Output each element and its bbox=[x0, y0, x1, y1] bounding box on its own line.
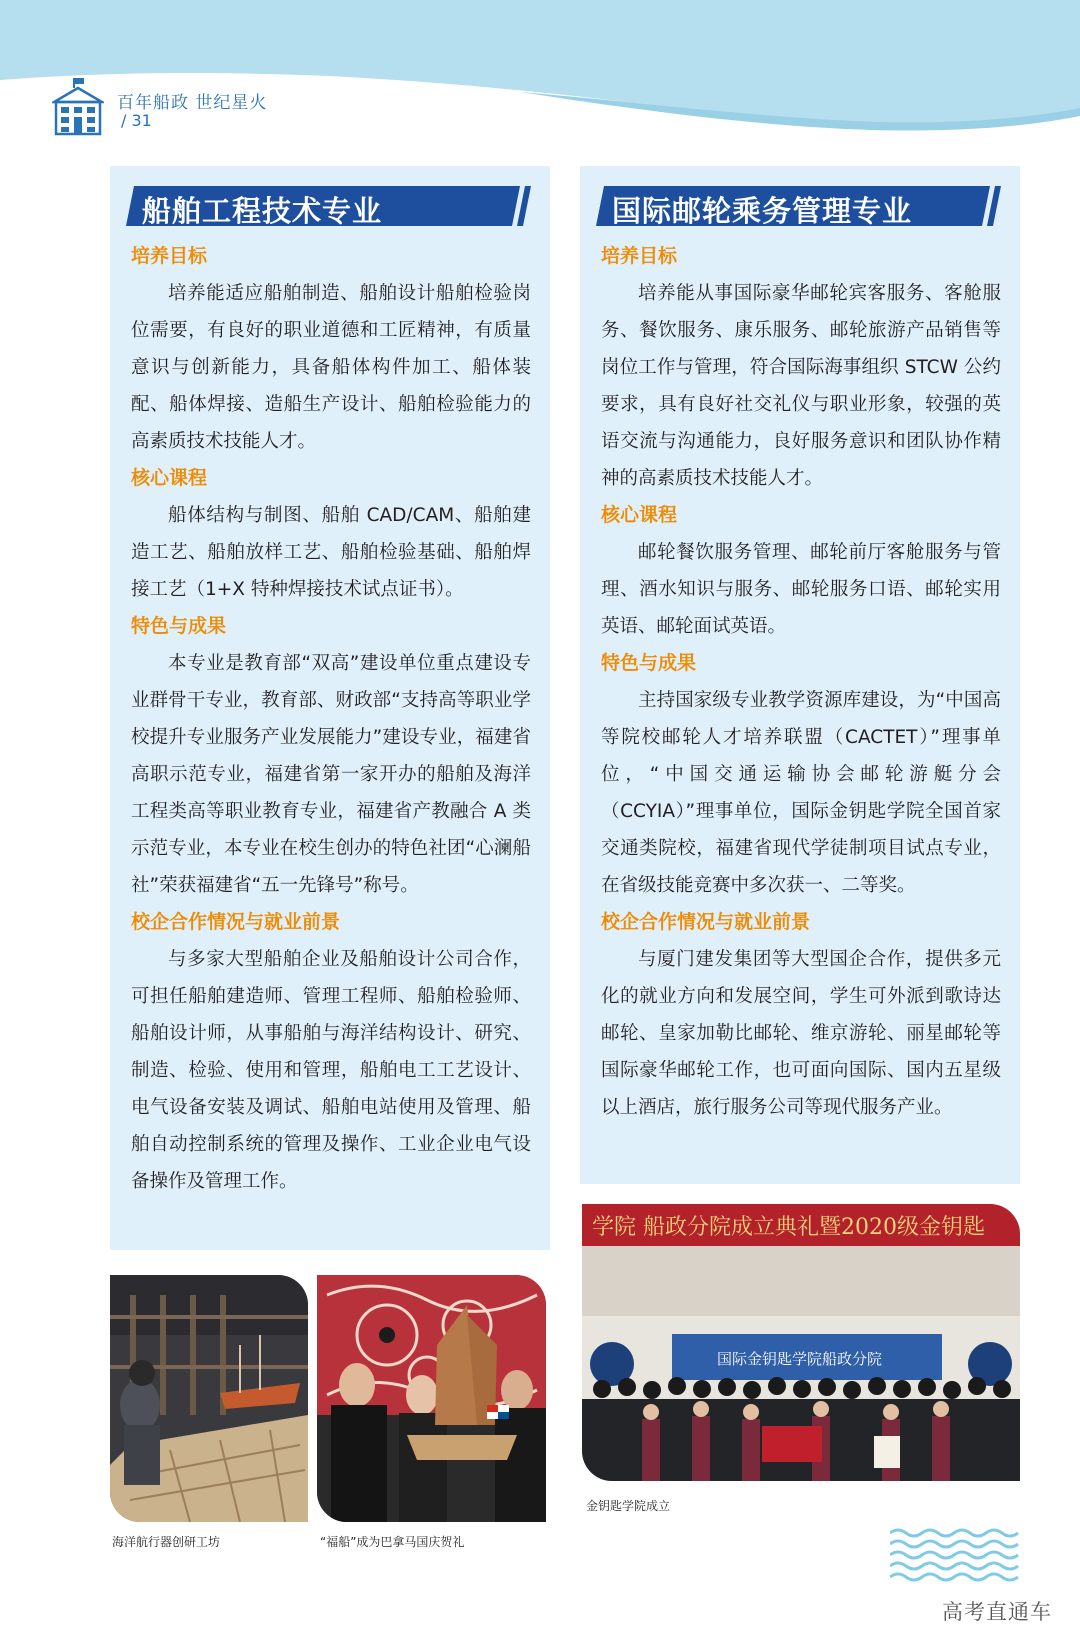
watermark-brand: 高考直通车 bbox=[942, 1600, 1052, 1624]
workshop-caption: 海洋航行器创研工坊 bbox=[112, 1535, 221, 1549]
header-title: 百年船政 世纪星火 bbox=[117, 93, 268, 113]
left-features-heading: 特色与成果 bbox=[131, 615, 227, 637]
ceremony-photo bbox=[582, 1204, 1020, 1481]
ship-gift-photo bbox=[317, 1275, 546, 1522]
right-goal-heading: 培养目标 bbox=[601, 245, 678, 267]
right-employment-heading: 校企合作情况与就业前景 bbox=[601, 911, 811, 933]
right-courses-text: 邮轮餐饮服务管理、邮轮前厅客舱服务与管理、酒水知识与服务、邮轮服务口语、邮轮实用英语、邮轮面试英语。 bbox=[601, 542, 1001, 637]
left-goal-heading: 培养目标 bbox=[131, 245, 208, 267]
left-features-text: 本专业是教育部“双高”建设单位重点建设专业群骨干专业，教育部、财政部“支持高等职业学校提升专业服务产业发展能力”建设专业，福建省高职示范专业，福建省第一家开办的船舶及海洋工程类高等职业教育专业，福建省产教融合 A 类示范专业，本专业在校生创办的特色社团“心澜船社”荣获福建省“五一先锋号”称号。 bbox=[131, 653, 531, 896]
left-title-banner bbox=[126, 186, 534, 226]
left-title: 船舶工程技术专业 bbox=[142, 194, 383, 228]
right-employment-text: 与厦门建发集团等大型国企合作，提供多元化的就业方向和发展空间，学生可外派到歌诗达邮轮、皇家加勒比邮轮、维京游轮、丽星邮轮等国际豪华邮轮工作，也可面向国际、国内五星级以上酒店，旅行服务公司等现代服务产业。 bbox=[601, 949, 1001, 1118]
left-courses-text: 船体结构与制图、船舶 CAD/CAM、船舶建造工艺、船舶放样工艺、船舶检验基础、船舶焊接工艺（1+X 特种焊接技术试点证书）。 bbox=[131, 505, 531, 600]
left-content bbox=[131, 238, 531, 1200]
right-features-text: 主持国家级专业教学资源库建设，为“中国高等院校邮轮人才培养联盟（CACTET）”理事单位，“中国交通运输协会邮轮游艇分会（CCYIA）”理事单位，国际金钥匙学院全国首家交通类院校，福建省现代学徒制项目试点专业，在省级技能竞赛中多次获一、二等奖。 bbox=[601, 690, 1001, 896]
right-title: 国际邮轮乘务管理专业 bbox=[612, 194, 913, 228]
right-courses-heading: 核心课程 bbox=[601, 504, 678, 526]
left-courses-heading: 核心课程 bbox=[131, 467, 208, 489]
ceremony-banner-text: 学院 船政分院成立典礼暨2020级金钥匙 bbox=[592, 1215, 985, 1240]
right-features-heading: 特色与成果 bbox=[601, 652, 697, 674]
ceremony-sign-text: 国际金钥匙学院船政分院 bbox=[717, 1350, 883, 1368]
ship-gift-caption: “福船”成为巴拿马国庆贺礼 bbox=[320, 1535, 465, 1549]
ceremony-caption: 金钥匙学院成立 bbox=[586, 1499, 671, 1513]
left-employment-text: 与多家大型船舶企业及船舶设计公司合作，可担任船舶建造师、管理工程师、船舶检验师、船舶设计师，从事船舶与海洋结构设计、研究、制造、检验、使用和管理，船舶电工工艺设计、电气设备安装及调试、船舶电站使用及管理、船舶自动控制系统的管理及操作、工业企业电气设备操作及管理工作。 bbox=[131, 949, 531, 1192]
page-number: / 31 bbox=[121, 111, 152, 130]
wave-decoration-icon bbox=[890, 1527, 1020, 1585]
right-title-banner bbox=[596, 186, 1004, 226]
right-content bbox=[601, 238, 1001, 1126]
left-employment-heading: 校企合作情况与就业前景 bbox=[131, 911, 341, 933]
right-panel bbox=[580, 166, 1020, 1184]
header-wave bbox=[0, 0, 1080, 150]
left-panel bbox=[110, 166, 550, 1250]
school-building-icon bbox=[52, 76, 104, 136]
left-goal-text: 培养能适应船舶制造、船舶设计船舶检验岗位需要，有良好的职业道德和工匠精神，有质量意识与创新能力，具备船体构件加工、船体装配、船体焊接、造船生产设计、船舶检验能力的高素质技术技能人才。 bbox=[131, 283, 531, 452]
workshop-photo bbox=[110, 1275, 308, 1522]
right-goal-text: 培养能从事国际豪华邮轮宾客服务、客舱服务、餐饮服务、康乐服务、邮轮旅游产品销售等岗位工作与管理，符合国际海事组织 STCW 公约要求，具有良好社交礼仪与职业形象，较强的英语交流与沟通能力，良好服务意识和团队协作精神的高素质技术技能人才。 bbox=[601, 283, 1001, 489]
